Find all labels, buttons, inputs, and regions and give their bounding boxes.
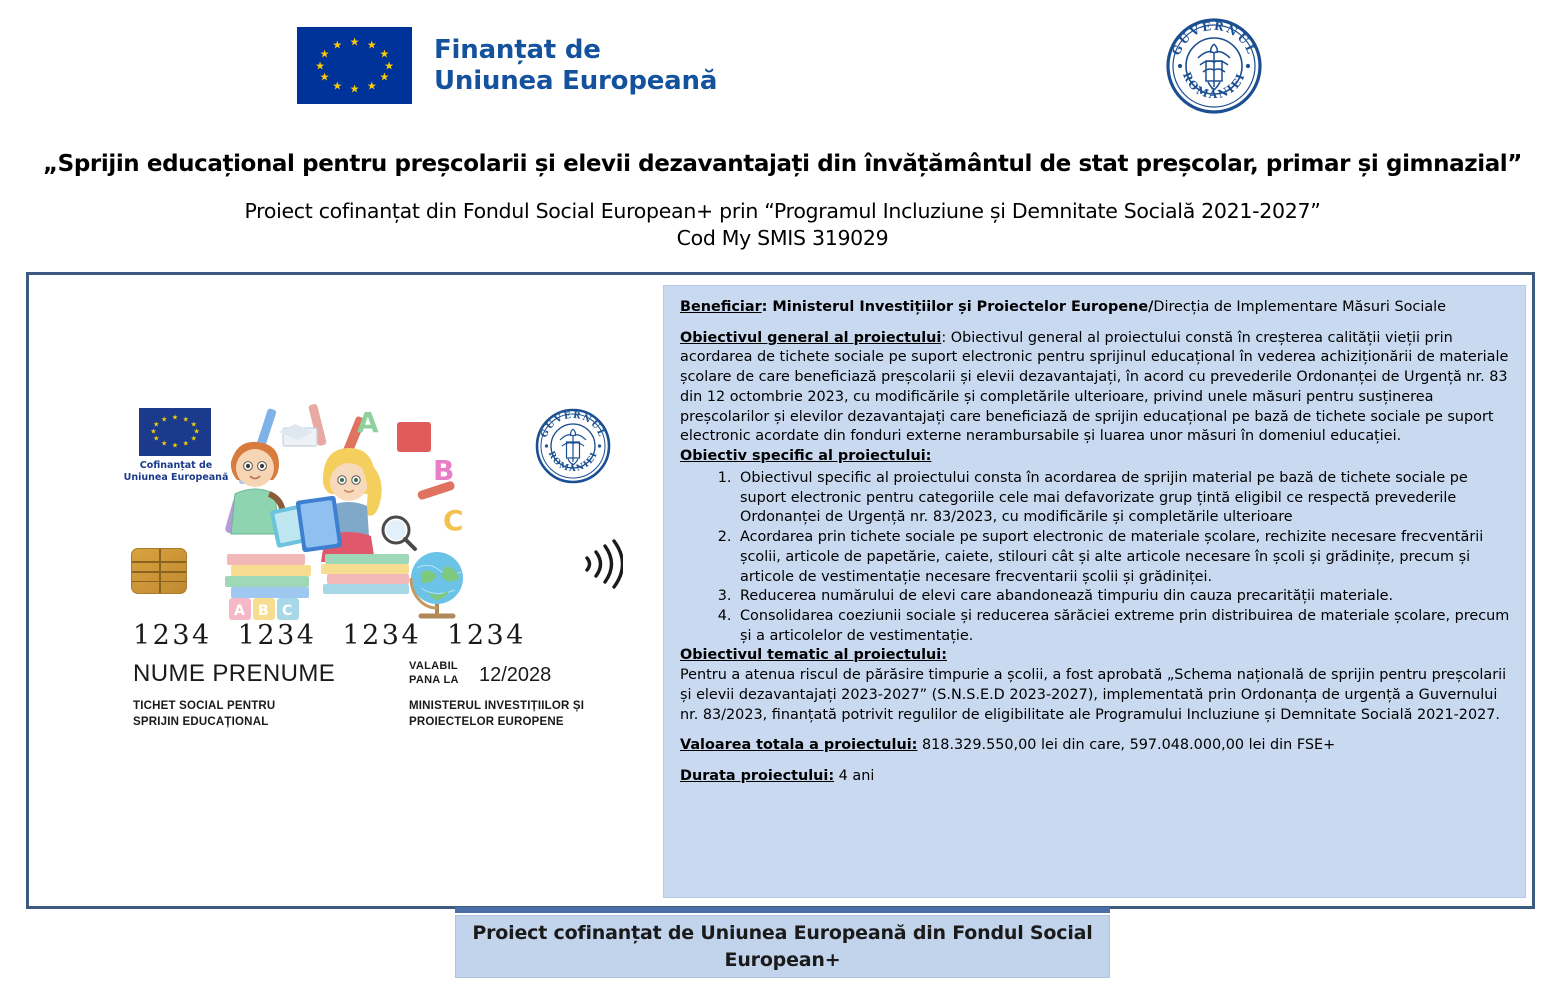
project-info-panel [663, 285, 1526, 898]
card-eu-caption [117, 460, 235, 485]
card-expiry-date: 12/2028 [479, 664, 552, 686]
card-valid-label [409, 660, 459, 688]
total-value-label: Valoarea totala a proiectului: [680, 737, 918, 754]
footer-line1: Proiect cofinanțat de Uniunea Europeană din Fondul Social [472, 922, 1093, 945]
card-issuer-label-line2: PROIECTELOR EUROPENE [409, 715, 564, 728]
general-objective-label: Obiectivul general al proiectului [680, 329, 942, 346]
svg-text:GUVERNUL: GUVERNUL [1168, 18, 1260, 58]
card-valid-label-line1: VALABIL [409, 660, 458, 672]
contactless-icon [579, 538, 623, 590]
card-eu-caption-line1: Cofinanțat de [139, 460, 213, 471]
duration-paragraph [680, 767, 1511, 787]
eu-logo-line2: Uniunea Europeană [434, 65, 718, 96]
card-eu-flag-icon: ★ ★ ★ ★ ★ ★ ★ ★ ★ ★ ★ ★ [139, 408, 211, 456]
beneficiary-bold: : Ministerul Investițiilor și Proiectelor Europene/ [761, 299, 1154, 315]
general-objective-paragraph [680, 329, 1511, 447]
card-number [91, 620, 623, 651]
footer-banner [455, 915, 1110, 978]
page-subtitle-line1: Proiect cofinanțat din Fondul Social European+ prin “Programul Incluziune și Demnitate Socială 2021-2027” [244, 198, 1321, 223]
card-valid-label-line2: PANA LA [409, 673, 459, 686]
total-value-paragraph [680, 736, 1511, 756]
svg-text:C: C [443, 504, 464, 537]
card-number-group-2: 1234 [237, 620, 317, 651]
specific-objective-heading [680, 447, 1511, 467]
eu-flag-icon: ★ ★ ★ ★ ★ ★ ★ ★ ★ ★ ★ ★ [297, 27, 412, 104]
general-objective-text: : Obiectivul general al proiectului constă în creșterea calității vieții prin acordarea de tichete sociale pe suport electronic pentru sprijinul educațional în vederea achiziționării de materiale școlare de care beneficiază preșcolarii și elevii dezavantajați, în acord cu prevederile Ordonanței de Urgență nr. 83 din 12 octombrie 2023, cu modificările și completările ulterioare, privind unele măsuri pentru susținerea preșcolarilor și elevilor dezavantajați care beneficiază de sprijin educațional pe bază de tichete sociale pe suport electronic acordate din fonduri externe nerambursabile și luarea unor măsuri în domeniul educației. [680, 329, 1509, 445]
card-issuer-label [409, 699, 584, 730]
page-subtitle-line2: Cod My SMIS 319029 [676, 226, 889, 251]
svg-text:B: B [433, 454, 455, 487]
romania-government-seal-icon [1160, 12, 1268, 120]
content-frame [26, 272, 1535, 909]
list-item: 4. Consolidarea coeziunii sociale și reducerea sărăciei extreme prin distribuirea de materiale școlare, precum și a articolelor de vestimentație. [736, 607, 1511, 646]
card-product-label-line1: TICHET SOCIAL PENTRU [133, 700, 276, 712]
card-product-label [133, 699, 275, 730]
footer-accent-band [455, 907, 1110, 913]
card-number-group-1: 1234 [133, 620, 212, 651]
header-logos [0, 0, 1565, 125]
svg-text:ROMÂNIEI: ROMÂNIEI [1179, 70, 1248, 102]
card-illustration-area [29, 275, 669, 906]
duration-text: 4 ani [834, 768, 875, 785]
beneficiary-paragraph [680, 298, 1511, 318]
footer-line2: European+ [724, 948, 841, 971]
card-government-seal-icon [531, 404, 615, 488]
total-value-text: 818.329.550,00 lei din care, 597.048.000,00 lei din FSE+ [917, 737, 1336, 754]
svg-text:B: B [258, 603, 269, 619]
list-item: 3. Reducerea numărului de elevi care abandonează timpuriu din cauza precarității materiale. [736, 587, 1511, 607]
card-issuer-label-line1: MINISTERUL INVESTIȚIILOR ȘI [409, 700, 585, 712]
card-product-label-line2: SPRIJIN EDUCAȚIONAL [133, 715, 269, 728]
thematic-objective-label: Obiectivul tematic al proiectului: [680, 647, 947, 664]
duration-label: Durata proiectului: [680, 768, 835, 785]
thematic-objective-heading [680, 646, 1511, 666]
eu-logo-line1: Finanțat de [434, 34, 601, 65]
specific-objective-list [680, 469, 1511, 647]
card-holder-name: NUME PRENUME [133, 660, 336, 687]
specific-objective-label: Obiectiv specific al proiectului: [680, 448, 932, 465]
school-children-illustration [221, 402, 521, 622]
card-number-group-3: 1234 [342, 620, 422, 651]
eu-funding-logo [297, 27, 717, 104]
beneficiary-rest: Direcția de Implementare Măsuri Sociale [1153, 299, 1446, 315]
list-item: 2. Acordarea prin tichete sociale pe suport electronic de materiale școlare, rechizite necesare frecventării școlii, articole de papetărie, caiete, stilouri cât și alte articole necesare în școli și grădinițe, precum și articole de vestimentație necesare frecventarii școlii și grădiniței. [736, 528, 1511, 587]
card-number-group-4: 1234 [447, 620, 526, 651]
eu-logo-text [434, 35, 717, 96]
svg-text:ROMÂNIEI: ROMÂNIEI [545, 449, 601, 475]
social-ticket-card [91, 402, 623, 735]
thematic-objective-paragraph: Pentru a atenua riscul de părăsire timpurie a școlii, a fost aprobată „Schema națională de sprijin pentru preșcolarii și elevii dezavantajați 2023-2027” (S.N.S.E.D 2023-2027), implementată prin Ordonanța de urgență a Guvernului nr. 83/2023, finanțată potrivit regulilor de eligibilitate ale Programului Incluziune și Demnitate Socială 2021-2027. [680, 667, 1507, 723]
list-item: 1. Obiectivul specific al proiectului consta în acordarea de sprijin material pe bază de tichete sociale pe suport electronic pentru categoriile cele mai defavorizate grup țintă eligibil ce respectă prevederile Ordonanței de Urgență nr. 83/2023, cu modificările și completările ulterioare [736, 469, 1511, 528]
svg-text:GUVERNUL: GUVERNUL [539, 410, 607, 440]
svg-text:A: A [234, 603, 245, 619]
card-eu-caption-line2: Uniunea Europeană [123, 472, 229, 484]
svg-text:A: A [357, 406, 379, 439]
beneficiary-label: Beneficiar [680, 299, 762, 315]
page-title: „Sprijin educațional pentru preșcolarii și elevii dezavantajați din învățământul de stat preșcolar, primar și gimnazial” [42, 151, 1523, 177]
page-subtitle [0, 198, 1565, 253]
page-title-block [0, 150, 1565, 253]
card-chip-icon [131, 548, 187, 594]
svg-text:C: C [282, 603, 293, 619]
